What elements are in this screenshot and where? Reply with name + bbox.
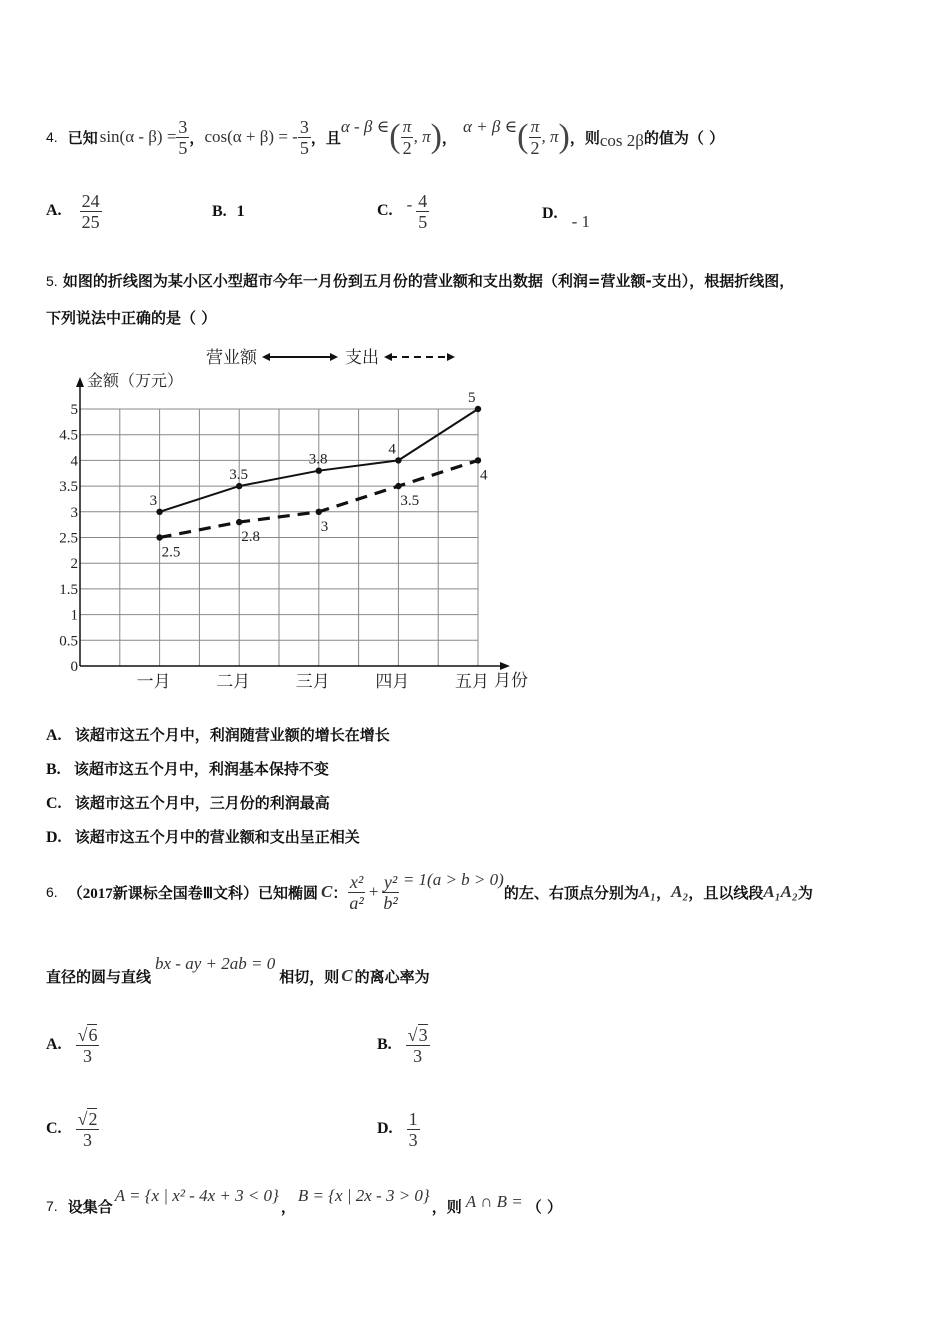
q6-comma: ， (656, 883, 672, 902)
revenue-point (316, 467, 322, 473)
q6-frac-y: $\frac{\text{y²}}{\text{b²}}$ (383, 871, 398, 913)
q4-option-c-label: C. (377, 202, 393, 219)
q6-option-b-frac: $\frac{√3}{3}$ (407, 1024, 428, 1066)
q5-option-d-label: D. (46, 829, 62, 846)
q5-option-b-text: 该超市这五个月中，利润基本保持不变 (73, 760, 329, 778)
q6-a1a2: A₁A₂ (763, 882, 798, 901)
y-tick-label: 2 (70, 556, 78, 573)
q4-sin-expr: sin(α - β) = (99, 127, 177, 146)
q4-option-b[interactable] (212, 200, 245, 224)
legend-expense-arrow-left (384, 353, 392, 361)
q6-number: 6. (46, 884, 58, 900)
q7-set-a: A = {x | x² - 4x + 3 < 0} (114, 1186, 279, 1205)
q5-option-c-text: 该超市这五个月中，三月份的利润最高 (74, 794, 330, 812)
expense-data-label: 2.8 (241, 529, 260, 546)
q4-number: 4. (46, 129, 58, 145)
q5-number: 5. (46, 273, 58, 289)
q6-line2-a: 直径的圆与直线 (46, 967, 152, 986)
q4-option-b-label: B. (212, 203, 227, 220)
q4-range2-pi2: $\frac{\pi}{2}$ (530, 116, 540, 158)
expense-data-label: 4 (480, 467, 488, 484)
q4-sep4: ，则 (569, 128, 600, 147)
revenue-point (156, 509, 162, 515)
q7-stem-b: ，则 (431, 1197, 462, 1216)
q5-option-a-text: 该超市这五个月中，利润随营业额的增长在增长 (74, 726, 390, 744)
legend-revenue-label: 营业额 (206, 348, 257, 368)
chart-x-ticks (137, 672, 489, 692)
expense-data-label: 3.5 (400, 493, 420, 510)
q5-option-c[interactable] (46, 792, 330, 813)
q6-option-d[interactable] (377, 1104, 420, 1154)
q4-option-a-label: A. (46, 202, 62, 219)
x-tick-label: 三月 (295, 672, 330, 692)
q6-stem-c: ，且以线段 (688, 883, 764, 902)
q5-option-a[interactable] (46, 724, 390, 745)
q4-option-b-value: 1 (236, 203, 245, 220)
q5-option-b[interactable] (46, 758, 329, 779)
y-tick-label: 0 (70, 659, 78, 675)
revenue-point (236, 483, 242, 489)
q6-option-a-label: A. (46, 1036, 62, 1053)
legend-revenue-arrow-right (330, 353, 338, 361)
q6-stem-line1 (46, 860, 813, 924)
legend-revenue-arrow-left (262, 353, 270, 361)
q5-option-a-label: A. (46, 727, 62, 744)
q6-option-c-frac: $\frac{√2}{3}$ (77, 1108, 98, 1150)
q4-option-a[interactable] (46, 186, 102, 236)
q4-option-d-label: D. (542, 205, 558, 222)
q6-line2-c: 的离心率为 (354, 967, 430, 986)
q6-a2: A₂ (671, 882, 689, 901)
revenue-point (395, 457, 401, 463)
q7-set-b: B = {x | 2x - 3 > 0} (297, 1186, 430, 1205)
x-axis-title: 月份 (494, 671, 528, 691)
q6-source: （2017新课标全国卷Ⅲ文科） (67, 885, 259, 902)
q6-option-a[interactable] (46, 1020, 99, 1070)
q4-range2-open: ( (517, 118, 529, 155)
q7-stem-a: 设集合 (67, 1197, 113, 1216)
revenue-data-label: 4 (388, 441, 396, 458)
q4-range2-pi: , π (541, 127, 559, 146)
q6-option-c-label: C. (46, 1120, 62, 1137)
q6-option-b-label: B. (377, 1036, 392, 1053)
q5-stem-line2: 下列说法中正确的是（ ） (46, 309, 217, 327)
q5-option-b-label: B. (46, 761, 61, 778)
q4-option-d-value: - 1 (571, 212, 590, 231)
q4-stem-suffix: 的值为（ ） (643, 128, 725, 147)
expense-point (156, 534, 162, 540)
q4-range1-expr: α - β ∈ (340, 117, 390, 136)
q6-plus: + (368, 882, 379, 901)
x-tick-label: 四月 (375, 672, 410, 692)
x-tick-label: 一月 (136, 672, 171, 692)
expense-data-label: 3 (320, 518, 329, 535)
q6-option-d-frac: $\frac{1}{3}$ (408, 1108, 418, 1150)
q4-target-expr: cos 2β (599, 131, 644, 150)
q6-stem-d: 为 (797, 883, 813, 902)
q5-option-d-text: 该超市这五个月中的营业额和支出呈正相关 (74, 828, 360, 846)
q4-range1-pi: , π (413, 127, 431, 146)
q4-sep2: ，且 (310, 128, 341, 147)
q4-option-c[interactable] (377, 186, 429, 236)
x-tick-label: 五月 (455, 672, 489, 692)
expense-point (236, 519, 242, 525)
q4-option-d[interactable] (542, 205, 590, 234)
q6-colon: ： (332, 883, 348, 902)
y-tick-label: 4 (70, 453, 78, 470)
q5-stem-text1: 如图的折线图为某小区小型超市今年一月份到五月份的营业额和支出数据（利润=营业额-支出），根据折线图， (62, 272, 795, 290)
q6-eq-tail: = 1(a > b > 0) (402, 870, 504, 889)
chart-legend (206, 348, 455, 368)
q4-range1-close: ) (430, 118, 442, 155)
q6-var-c-2: C (341, 966, 353, 985)
q7-stem (46, 1188, 562, 1224)
revenue-data-label: 3.8 (308, 451, 328, 468)
q6-line2-b: 相切，则 (279, 967, 340, 986)
q5-option-d[interactable] (46, 826, 360, 847)
y-tick-label: 1 (70, 607, 78, 624)
q7-sep: ， (280, 1197, 296, 1216)
q6-stem-a: 已知椭圆 (258, 883, 319, 902)
q4-range2-expr: α + β ∈ (462, 117, 518, 136)
revenue-data-label: 3.5 (229, 467, 248, 484)
q4-range1-open: ( (389, 118, 401, 155)
y-axis-title: 金额（万元） (87, 371, 184, 390)
chart-y-ticks (59, 402, 78, 675)
q4-range1-pi2: $\frac{\pi}{2}$ (402, 116, 412, 158)
q6-line-eq: bx - ay + 2ab = 0 (155, 954, 276, 973)
q6-stem-b: 的左、右顶点分别为 (503, 883, 639, 902)
q4-stem (46, 112, 724, 162)
y-tick-label: 3 (70, 504, 78, 521)
y-axis-arrow (76, 377, 84, 387)
y-tick-label: 4.5 (59, 427, 78, 444)
q6-a1: A₁ (638, 882, 657, 901)
x-axis-arrow (500, 662, 510, 670)
q5-line-chart (40, 338, 540, 698)
x-tick-label: 二月 (216, 672, 251, 692)
q7-stem-c: （ ） (526, 1197, 562, 1216)
q7-expr: A ∩ B = (465, 1192, 523, 1211)
expense-point (475, 457, 481, 463)
q6-stem-line2 (46, 954, 430, 994)
q4-range2-close: ) (558, 118, 570, 155)
revenue-data-label: 3 (149, 492, 158, 509)
q4-frac-sin: $\frac{3}{5}$ (178, 116, 188, 158)
q4-option-a-frac: $\frac{24}{25}$ (81, 190, 100, 232)
q4-stem-prefix: 已知 (67, 128, 98, 147)
legend-expense-label: 支出 (345, 348, 379, 368)
q4-sep1: ， (189, 128, 205, 147)
q6-option-a-frac: $\frac{√6}{3}$ (77, 1024, 98, 1066)
q4-option-c-frac: $\frac{4}{5}$ (418, 190, 428, 232)
revenue-point (475, 406, 481, 412)
q4-option-c-sign: - (406, 195, 413, 214)
y-tick-label: 5 (70, 402, 78, 418)
chart-axes (76, 377, 510, 670)
legend-expense-arrow-right (447, 353, 455, 361)
expense-point (395, 483, 401, 489)
q4-frac-cos: $\frac{3}{5}$ (299, 116, 309, 158)
expense-point (316, 509, 322, 515)
q5-stem-line1 (46, 270, 794, 291)
q4-sep3: ， (441, 128, 457, 147)
y-tick-label: 3.5 (59, 479, 78, 496)
q4-cos-expr: cos(α + β) = - (204, 127, 298, 146)
y-tick-label: 0.5 (59, 633, 78, 650)
q6-option-b[interactable] (377, 1020, 430, 1070)
q6-frac-x: $\frac{\text{x²}}{\text{a²}}$ (349, 871, 364, 913)
expense-data-label: 2.5 (161, 544, 181, 561)
y-tick-label: 1.5 (59, 581, 78, 598)
revenue-data-label: 5 (468, 390, 476, 406)
y-tick-label: 2.5 (59, 530, 78, 547)
q6-var-c: C (321, 882, 333, 901)
q6-option-c[interactable] (46, 1104, 99, 1154)
q6-option-d-label: D. (377, 1120, 393, 1137)
q5-option-c-label: C. (46, 795, 62, 812)
q7-number: 7. (46, 1198, 58, 1214)
